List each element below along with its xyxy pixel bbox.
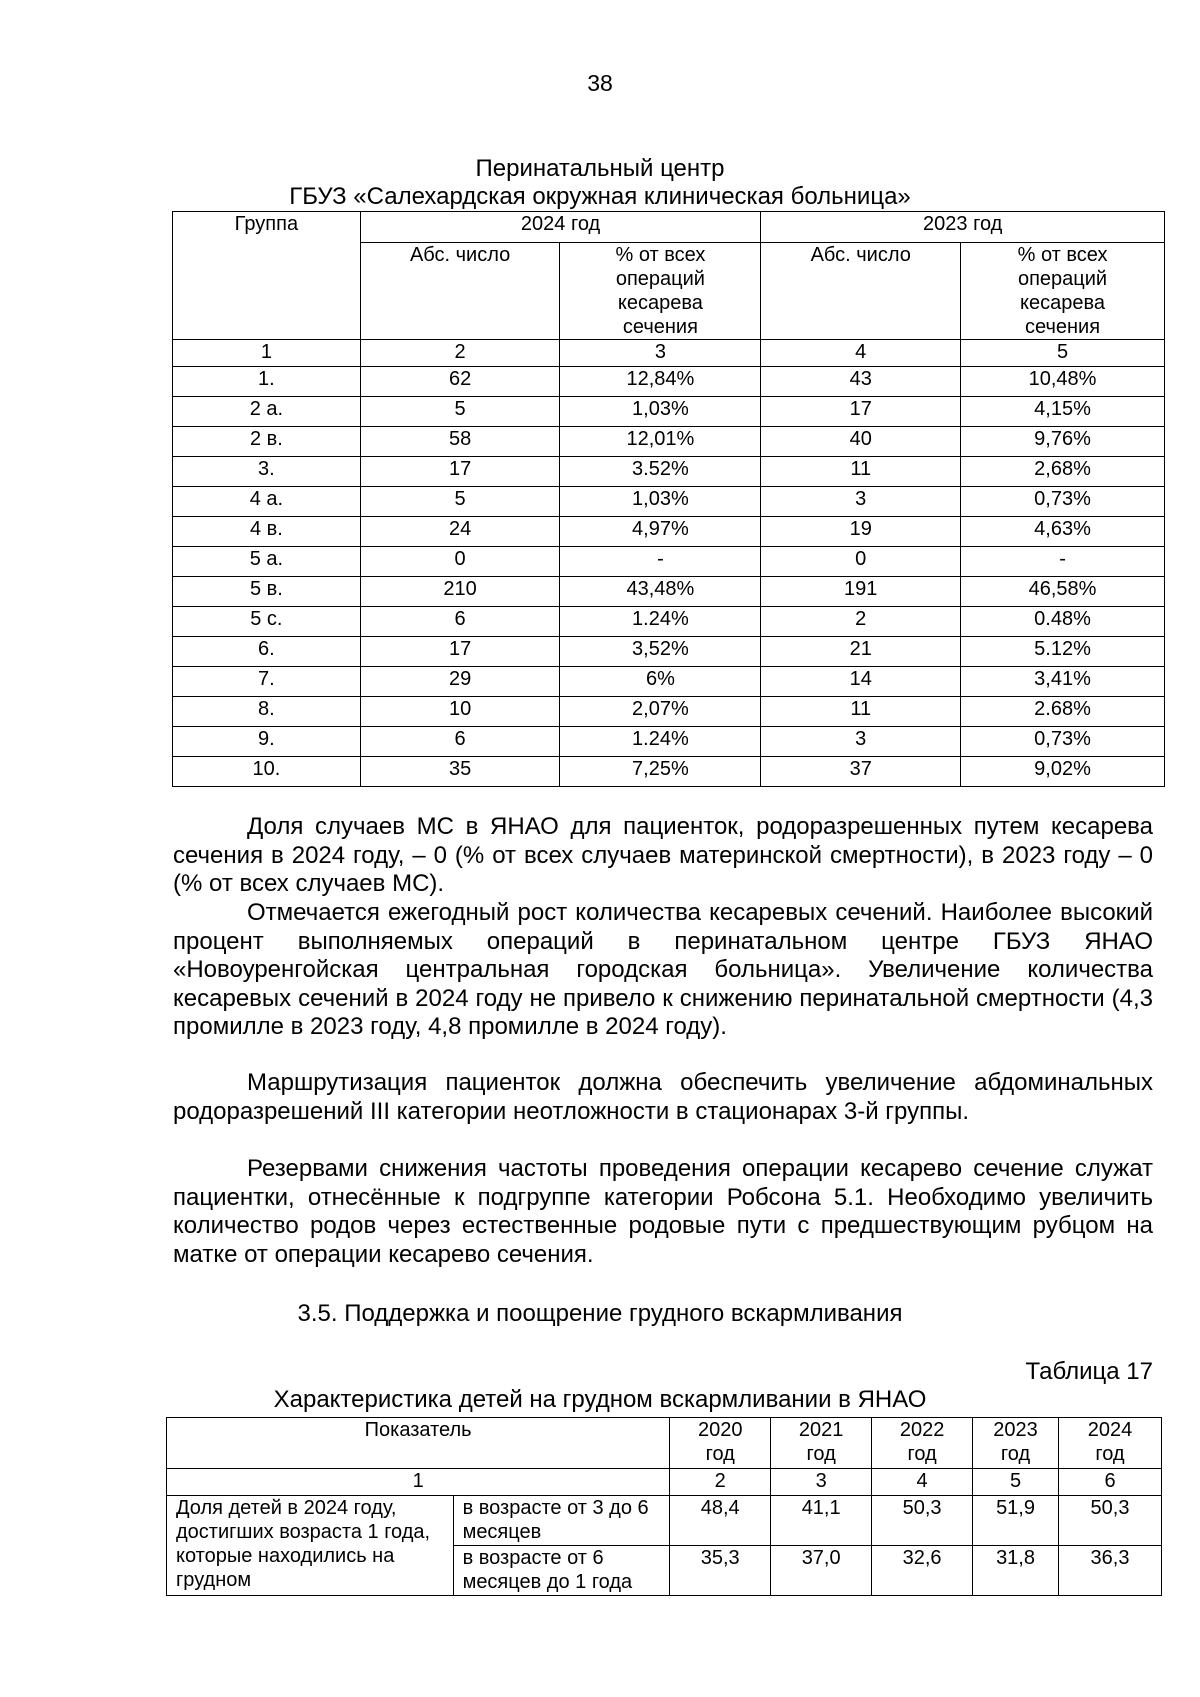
header-year: 2023 год <box>973 1418 1059 1469</box>
header-year-2024: 2024 год <box>360 212 761 243</box>
breastfeeding-table <box>166 1417 1162 1596</box>
abs-2023-cell: 43 <box>761 367 961 397</box>
header-year: 2020 год <box>670 1418 771 1469</box>
pct-2023-cell: 2,68% <box>961 457 1165 487</box>
abs-2023-cell: 2 <box>761 607 961 637</box>
value-cell: 32,6 <box>872 1546 973 1596</box>
pct-2024-cell: 12,84% <box>560 367 761 397</box>
abs-2023-cell: 11 <box>761 697 961 727</box>
group-cell: 3. <box>173 457 361 487</box>
value-cell: 50,3 <box>872 1496 973 1546</box>
table-row <box>173 667 1165 697</box>
pct-2024-cell: 1.24% <box>560 727 761 757</box>
value-cell: 41,1 <box>771 1496 872 1546</box>
abs-2024-cell: 24 <box>360 517 560 547</box>
group-cell: 7. <box>173 667 361 697</box>
col-number: 5 <box>973 1469 1059 1496</box>
group-cell: 10. <box>173 757 361 787</box>
value-cell: 35,3 <box>670 1546 771 1596</box>
table-row <box>173 547 1165 577</box>
row-sub-label: в возрасте от 6 месяцев до 1 года <box>453 1546 670 1596</box>
group-cell: 6. <box>173 637 361 667</box>
abs-2023-cell: 19 <box>761 517 961 547</box>
abs-2023-cell: 17 <box>761 397 961 427</box>
table2-label: Таблица 17 <box>1025 1358 1153 1385</box>
table1-title-line2: ГБУЗ «Салехардская окружная клиническая больница» <box>289 183 911 210</box>
header-pct-2024: % от всех операций кесарева сечения <box>560 243 761 340</box>
row-sub-label: в возрасте от 3 до 6 месяцев <box>453 1496 670 1546</box>
pct-2023-cell: 10,48% <box>961 367 1165 397</box>
col-number: 1 <box>173 340 361 367</box>
table-row <box>173 637 1165 667</box>
group-cell: 9. <box>173 727 361 757</box>
value-cell: 37,0 <box>771 1546 872 1596</box>
group-cell: 2 а. <box>173 397 361 427</box>
pct-2024-cell: 1,03% <box>560 397 761 427</box>
group-cell: 5 с. <box>173 607 361 637</box>
header-indicator: Показатель <box>167 1418 670 1469</box>
header-year-2023: 2023 год <box>761 212 1165 243</box>
pct-2024-cell: 4,97% <box>560 517 761 547</box>
abs-2023-cell: 191 <box>761 577 961 607</box>
pct-2024-cell: 3,52% <box>560 637 761 667</box>
paragraph-4: Резервами снижения частоты проведения операции кесарево сечение служат пациентки, отнесённые к подгруппе категории Робсона 5.1. Необходимо увеличить количество родов через естественные родовые пути с предшествующим рубцом на матке от операции кесарево сечения. <box>173 1155 1153 1268</box>
table1-title-line1: Перинатальный центр <box>475 155 725 182</box>
table-row <box>173 517 1165 547</box>
header-year: 2021 год <box>771 1418 872 1469</box>
pct-2023-cell: 4,15% <box>961 397 1165 427</box>
section-title: 3.5. Поддержка и поощрение грудного вскармливания <box>297 1300 903 1327</box>
header-abs-2023: Абс. число <box>761 243 961 340</box>
abs-2023-cell: 37 <box>761 757 961 787</box>
pct-2024-cell: 1,03% <box>560 487 761 517</box>
table2-title: Характеристика детей на грудном вскармливании в ЯНАО <box>273 1386 927 1413</box>
abs-2024-cell: 29 <box>360 667 560 697</box>
pct-2024-cell: 6% <box>560 667 761 697</box>
value-cell: 51,9 <box>973 1496 1059 1546</box>
col-number: 2 <box>670 1469 771 1496</box>
header-group: Группа <box>173 212 361 340</box>
pct-2024-cell: 3.52% <box>560 457 761 487</box>
group-cell: 5 а. <box>173 547 361 577</box>
col-number: 2 <box>360 340 560 367</box>
pct-2023-cell: 9,76% <box>961 427 1165 457</box>
pct-2023-cell: 46,58% <box>961 577 1165 607</box>
pct-2024-cell: - <box>560 547 761 577</box>
pct-2023-cell: 0,73% <box>961 727 1165 757</box>
abs-2024-cell: 35 <box>360 757 560 787</box>
paragraph-3: Маршрутизация пациенток должна обеспечить увеличение абдоминальных родоразрешений III категории неотложности в стационарах 3-й группы. <box>173 1069 1153 1125</box>
abs-2023-cell: 40 <box>761 427 961 457</box>
paragraph-2: Отмечается ежегодный рост количества кесаревых сечений. Наиболее высокий процент выполняемых операций в перинатальном центре ГБУЗ ЯНАО «Новоуренгойская центральная городская больница». Увеличение количества кесаревых сечений в 2024 году не привело к снижению перинатальной смертности (4,3 промилле в 2023 году, 4,8 промилле в 2024 году). <box>173 899 1153 1041</box>
col-number: 5 <box>961 340 1165 367</box>
header-year: 2024 год <box>1059 1418 1162 1469</box>
abs-2024-cell: 5 <box>360 397 560 427</box>
table-row <box>173 427 1165 457</box>
col-number: 3 <box>560 340 761 367</box>
col-number: 6 <box>1059 1469 1162 1496</box>
header-abs-2024: Абс. число <box>360 243 560 340</box>
pct-2024-cell: 12,01% <box>560 427 761 457</box>
abs-2024-cell: 17 <box>360 637 560 667</box>
abs-2024-cell: 17 <box>360 457 560 487</box>
col-number: 1 <box>167 1469 670 1496</box>
abs-2024-cell: 10 <box>360 697 560 727</box>
abs-2024-cell: 0 <box>360 547 560 577</box>
table-row <box>173 607 1165 637</box>
value-cell: 48,4 <box>670 1496 771 1546</box>
header-pct-2023: % от всех операций кесарева сечения <box>961 243 1165 340</box>
pct-2023-cell: 9,02% <box>961 757 1165 787</box>
col-number: 4 <box>872 1469 973 1496</box>
pct-2024-cell: 2,07% <box>560 697 761 727</box>
header-year: 2022 год <box>872 1418 973 1469</box>
table-row <box>173 367 1165 397</box>
paragraph-1: Доля случаев МС в ЯНАО для пациенток, родоразрешенных путем кесарева сечения в 2024 году, – 0 (% от всех случаев материнской смертности), в 2023 году – 0 (% от всех случаев МС). <box>173 813 1153 898</box>
indicator-label: Доля детей в 2024 году, достигших возраста 1 года, которые находились на грудном <box>167 1496 454 1596</box>
pct-2023-cell: 4,63% <box>961 517 1165 547</box>
page-number: 38 <box>587 70 613 96</box>
value-cell: 50,3 <box>1059 1496 1162 1546</box>
table-row <box>173 397 1165 427</box>
abs-2024-cell: 62 <box>360 367 560 397</box>
group-cell: 1. <box>173 367 361 397</box>
pct-2023-cell: - <box>961 547 1165 577</box>
abs-2023-cell: 14 <box>761 667 961 697</box>
abs-2024-cell: 6 <box>360 607 560 637</box>
abs-2024-cell: 6 <box>360 727 560 757</box>
abs-2024-cell: 58 <box>360 427 560 457</box>
group-cell: 2 в. <box>173 427 361 457</box>
abs-2023-cell: 11 <box>761 457 961 487</box>
pct-2023-cell: 2.68% <box>961 697 1165 727</box>
abs-2023-cell: 0 <box>761 547 961 577</box>
col-number: 4 <box>761 340 961 367</box>
pct-2024-cell: 1.24% <box>560 607 761 637</box>
group-cell: 4 а. <box>173 487 361 517</box>
table-row <box>173 487 1165 517</box>
abs-2023-cell: 21 <box>761 637 961 667</box>
col-number: 3 <box>771 1469 872 1496</box>
group-cell: 8. <box>173 697 361 727</box>
value-cell: 31,8 <box>973 1546 1059 1596</box>
pct-2023-cell: 0.48% <box>961 607 1165 637</box>
abs-2024-cell: 210 <box>360 577 560 607</box>
pct-2024-cell: 7,25% <box>560 757 761 787</box>
group-cell: 4 в. <box>173 517 361 547</box>
pct-2023-cell: 3,41% <box>961 667 1165 697</box>
table-row <box>173 727 1165 757</box>
pct-2024-cell: 43,48% <box>560 577 761 607</box>
abs-2023-cell: 3 <box>761 727 961 757</box>
abs-2024-cell: 5 <box>360 487 560 517</box>
table-row <box>173 697 1165 727</box>
table-row <box>173 577 1165 607</box>
pct-2023-cell: 5.12% <box>961 637 1165 667</box>
group-cell: 5 в. <box>173 577 361 607</box>
value-cell: 36,3 <box>1059 1546 1162 1596</box>
table-row <box>173 757 1165 787</box>
abs-2023-cell: 3 <box>761 487 961 517</box>
table-row <box>173 457 1165 487</box>
pct-2023-cell: 0,73% <box>961 487 1165 517</box>
cesarean-groups-table <box>172 211 1165 787</box>
